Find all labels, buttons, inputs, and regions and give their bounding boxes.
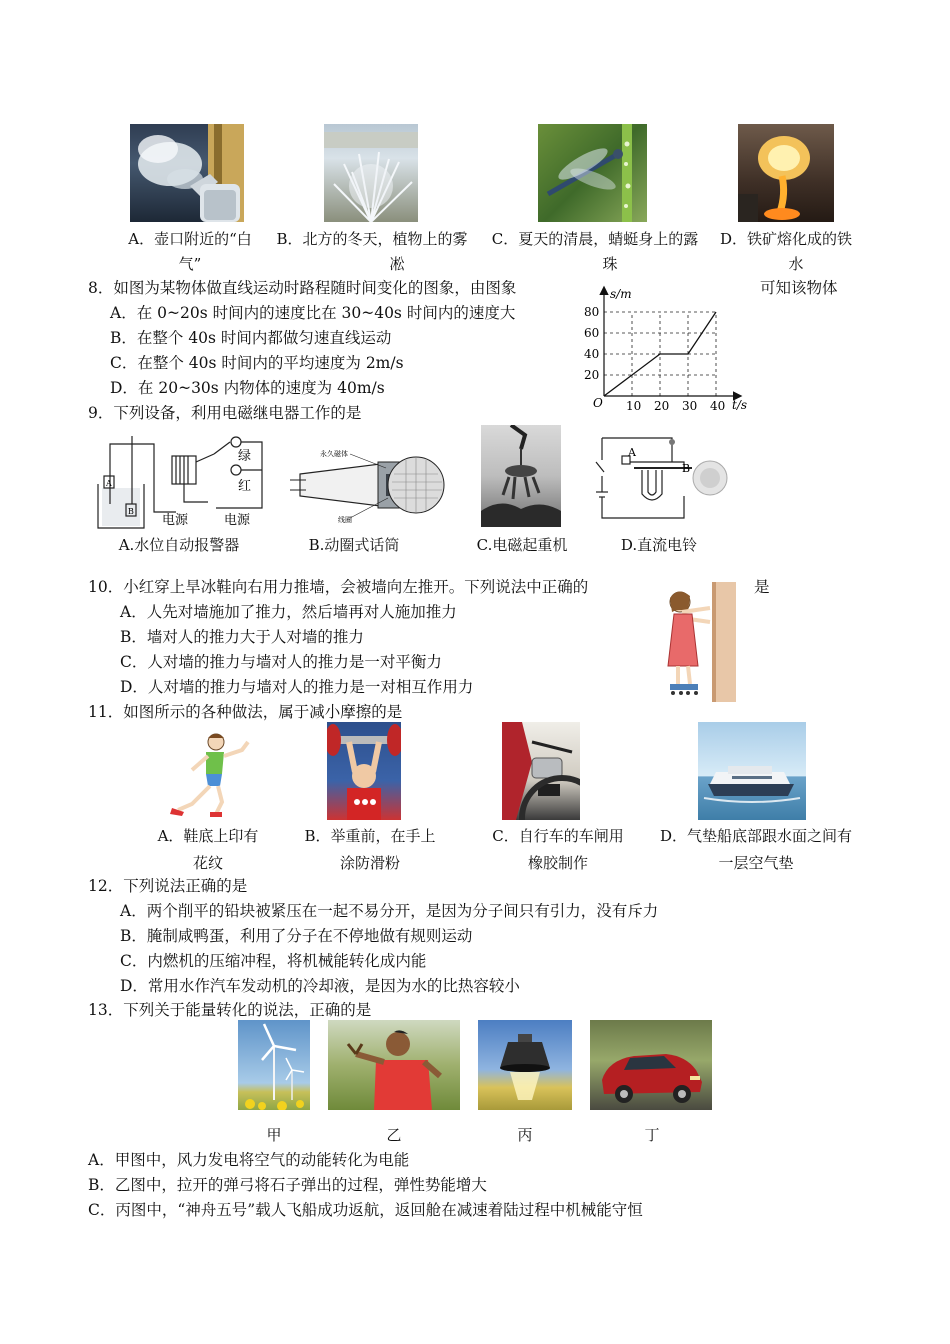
fig-a-label-a: A [106, 479, 112, 488]
illustration-girl-pushing-wall [658, 582, 738, 702]
q7-caption-a: A．壶口附近的“白 气” [128, 230, 252, 273]
q7-caption-d: D．铁矿熔化成的铁 水 [719, 230, 853, 273]
q8-option-b: B．在整个 40s 时间内都做匀速直线运动 [110, 329, 392, 347]
q13-option-b: B．乙图中，拉开的弹弓将石子弹出的过程，弹性势能增大 [88, 1176, 487, 1194]
q13-stem: 13．下列关于能量转化的说法，正确的是 [88, 1001, 372, 1019]
fig-a-label-power1: 电源 [162, 513, 189, 528]
q13-label-jia: 甲 [266, 1126, 282, 1144]
distance-time-chart [580, 282, 760, 422]
q8-option-d: D．在 20~30s 内物体的速度为 40m/s [110, 379, 385, 397]
q11-caption-d: D．气垫船底部跟水面之间有 一层空气垫 [659, 827, 853, 872]
photo-red-car [590, 1020, 712, 1110]
photo-boy-slingshot [328, 1020, 460, 1110]
fig-b-label-magnet: 永久磁体 [320, 450, 348, 458]
x-tick-label: 40 [710, 399, 726, 413]
q9-caption-b: B.动圈式话筒 [308, 536, 400, 554]
figure-water-level-alarm [96, 432, 266, 532]
fig-a-label-power2: 电源 [224, 513, 251, 528]
q9-caption-a: A.水位自动报警器 [118, 536, 240, 554]
y-axis-label: s/m [610, 287, 632, 301]
q10-option-a: A．人先对墙施加了推力，然后墙再对人施加推力 [120, 603, 457, 621]
photo-bicycle-brake [502, 722, 580, 820]
q8-stem-tail: 可知该物体 [760, 279, 838, 297]
y-tick-label: 80 [584, 305, 600, 319]
photo-electromagnetic-crane [481, 425, 561, 527]
q13-label-yi: 乙 [386, 1126, 402, 1144]
q12-option-b: B．腌制咸鸭蛋，利用了分子在不停地做有规则运动 [120, 927, 473, 945]
q7-caption-c: C．夏天的清晨，蜻蜓身上的露 珠 [491, 230, 699, 273]
photo-frost-plant [324, 124, 418, 222]
q11-caption-a: A．鞋底上印有 花纹 [157, 827, 259, 872]
photo-weightlifter [327, 722, 401, 820]
q13-option-a: A．甲图中，风力发电将空气的动能转化为电能 [88, 1151, 410, 1169]
q13-label-ding: 丁 [644, 1126, 660, 1144]
q10-stem: 10．小红穿上旱冰鞋向右用力推墙，会被墙向左推开。下列说法中正确的 [88, 578, 589, 596]
illustration-running-boy [166, 728, 256, 818]
q12-stem: 12．下列说法正确的是 [88, 877, 248, 895]
q12-option-c: C．内燃机的压缩冲程，将机械能转化成内能 [120, 952, 427, 970]
y-tick-label: 60 [584, 326, 600, 340]
q10-stem-tail: 是 [754, 578, 770, 596]
fig-b-label-coil: 线圈 [338, 516, 352, 524]
q12-option-a: A．两个削平的铅块被紧压在一起不易分开，是因为分子间只有引力，没有斥力 [120, 902, 659, 920]
fig-a-label-b: B [128, 507, 134, 516]
fig-a-label-green: 绿 [238, 449, 252, 464]
q11-caption-c: C．自行车的车闸用 橡胶制作 [492, 827, 624, 872]
x-tick-label: 20 [654, 399, 670, 413]
q8-option-a: A．在 0~20s 时间内的速度比在 30~40s 时间内的速度大 [110, 304, 516, 322]
q9-caption-d: D.直流电铃 [620, 536, 698, 554]
figure-dc-bell [592, 432, 732, 524]
q13-label-bing: 丙 [517, 1126, 533, 1144]
q10-option-b: B．墙对人的推力大于人对墙的推力 [120, 628, 364, 646]
q10-option-d: D．人对墙的推力与墙对人的推力是一对相互作用力 [120, 678, 474, 696]
fig-a-label-red: 红 [238, 479, 252, 494]
x-tick-label: 30 [682, 399, 698, 413]
q9-stem: 9．下列设备，利用电磁继电器工作的是 [88, 404, 362, 422]
photo-hovercraft [698, 722, 806, 820]
x-tick-label: 10 [626, 399, 642, 413]
q11-caption-b: B．举重前，在手上 涂防滑粉 [304, 827, 436, 872]
origin-label: O [593, 396, 603, 410]
q12-option-d: D．常用水作汽车发动机的冷却液，是因为水的比热容较小 [120, 977, 520, 995]
q8-stem: 8．如图为某物体做直线运动时路程随时间变化的图象，由图象 [88, 279, 517, 297]
q8-option-c: C．在整个 40s 时间内的平均速度为 2m/s [110, 354, 404, 372]
q13-option-c: C．丙图中，“神舟五号”载人飞船成功返航，返回舱在减速着陆过程中机械能守恒 [88, 1201, 643, 1219]
q10-option-c: C．人对墙的推力与墙对人的推力是一对平衡力 [120, 653, 442, 671]
photo-dragonfly-dew [538, 124, 647, 222]
fig-d-label-b: B [682, 462, 691, 475]
q9-caption-c: C.电磁起重机 [476, 536, 568, 554]
photo-kettle-steam [130, 124, 244, 222]
x-axis-label: t/s [732, 398, 748, 412]
fig-d-label-a: A [628, 446, 636, 459]
figure-dynamic-microphone [290, 444, 450, 524]
y-tick-label: 20 [584, 368, 600, 382]
y-tick-label: 40 [584, 347, 600, 361]
photo-return-capsule [478, 1020, 572, 1110]
photo-molten-iron [738, 124, 834, 222]
photo-wind-turbines [238, 1020, 310, 1110]
q7-caption-b: B．北方的冬天，植物上的雾 凇 [276, 230, 468, 273]
q11-stem: 11．如图所示的各种做法，属于减小摩擦的是 [88, 703, 403, 721]
